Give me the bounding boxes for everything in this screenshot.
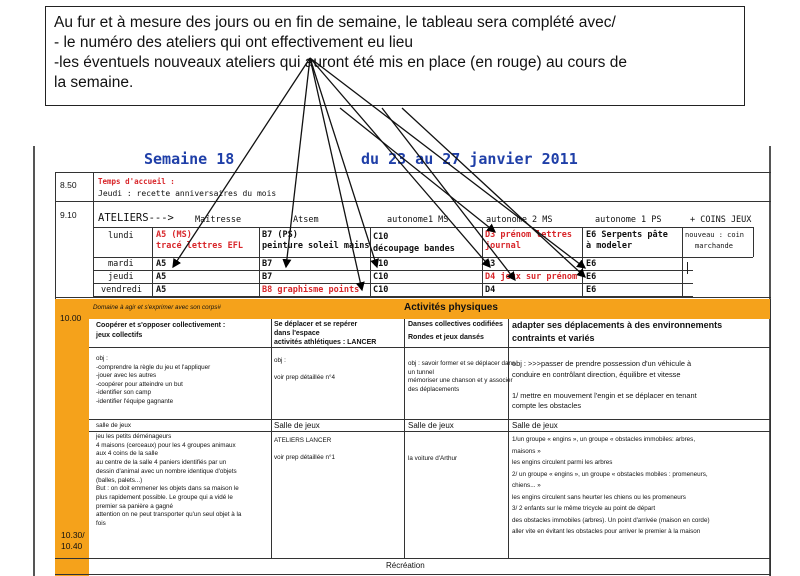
lundi-autonome1: C10 [373,232,389,242]
mardi-maitresse: A5 [156,259,167,269]
group-maitresse: Maîtresse [195,215,242,225]
mardi-autonome-ps: E6 [586,259,597,269]
vendredi-maitresse: A5 [156,285,167,295]
accueil-time: 8.50 [60,180,77,190]
weekly-planning-document [33,146,771,576]
col2-head3: activités athlétiques : LANCER [274,339,377,346]
lundi-autonome2-detail: journal [485,241,521,251]
lundi-autonome2: D3 prénom lettres [485,230,572,240]
col4-head1: adapter ses déplacements à des environnements [512,320,723,330]
group-atsem: Atsem [293,215,319,225]
physique-end-time-2: 10.40 [61,541,83,551]
jeudi-atsem: B7 [262,272,273,282]
physique-title: Activités physiques [404,302,498,313]
col3-objectives: obj : savoir former et se déplacer dans un tunnel mémoriser une chanson et y associer des déplacements [408,360,516,393]
lundi-autonome-ps-detail: à modeler [586,241,633,251]
ateliers-label: ATELIERS---> [98,212,174,224]
lundi-atsem-detail: peinture soleil mains [262,241,370,251]
lundi-autonome1-detail: découpage bandes [373,244,455,254]
instruction-callout [45,6,745,106]
group-autonome2-ms: autonome 2 MS [486,215,553,225]
col1-objectives: obj : -comprendre la règle du jeu et l'appliquer -jouer avec les autres -coopérer pour atteindre un but -identifier son camp -identifier l'équipe gagnante [96,355,211,405]
col4-objectives: obj : >>>passer de prendre possession d'un véhicule à conduire en contrôlant direction, équilibre et vitesse 1/ mettre en mouvement l'engin et se déplacer en tenant compte les obstacles [512,359,697,410]
col4-detail: 1/un groupe « engins », un groupe « obstacles immobiles: arbres, maisons » les engins circulent parmi les arbres 2/ un groupe « engins », un groupe « obstacles mobiles : promeneurs, chiens... » les engins circulent sans heurter les chiens ou les promeneurs 3/ 2 enfants sur le même tricycle au point de départ des obstacles immobiles (arbres). Un point d'arrivée (maison en corde) aller vite en évitant les obstacles pour arriver le premier à la maison [512,436,710,535]
ateliers-time: 9.10 [60,210,77,220]
accueil-title: Temps d'accueil : [98,177,175,186]
physique-domain: Domaine à agir et s'exprimer avec son corps# [93,304,221,311]
lundi-atsem: B7 (PS) [262,230,298,240]
jeudi-autonome2: D4 jeux sur prénom [485,272,578,282]
col3-detail: la voiture d'Arthur [408,455,458,462]
day-mardi: mardi [108,259,134,269]
lundi-coin: nouveau : coin [685,231,745,239]
week-title: Semaine 18 [144,150,235,168]
mardi-autonome2: D3 [485,259,496,269]
physique-end-time-1: 10.30/ [61,530,85,540]
week-dates: du 23 au 27 janvier 2011 [361,150,578,168]
col2-head1: Se déplacer et se repérer [274,321,358,328]
col4-salle: Salle de jeux [512,421,558,430]
callout-line-2: - le numéro des ateliers qui ont effectivement eu lieu [54,34,413,51]
vendredi-autonome-ps: E6 [586,285,597,295]
col2-objectives: obj : voir prep détaillée n°4 [274,357,335,382]
jeudi-autonome1: C10 [373,272,389,282]
col3-head2: Rondes et jeux dansés [408,334,484,341]
col4-head2: contraints et variés [512,333,595,343]
callout-line-3: -les éventuels nouveaux ateliers qui auront été mis en place (en rouge) au cours de [54,54,627,71]
callout-line-1: Au fur et à mesure des jours ou en fin de semaine, le tableau sera complété avec/ [54,14,616,31]
vendredi-atsem: B8 graphisme points [262,285,360,295]
group-autonome1-ms: autonome1 MS [387,215,449,225]
lundi-maitresse-detail: tracé lettres EFL [156,241,243,251]
col3-salle: Salle de jeux [408,421,454,430]
jeudi-maitresse: A5 [156,272,167,282]
col1-detail: jeu les petits déménageurs 4 maisons (cerceaux) pour les 4 groupes animaux aux 4 coins de la salle au centre de la salle 4 paniers identifiés par un dessin d'animal avec un nombre identique d'objets (balles, palets...) But : on doit emmener les objets dans sa maison le plus rapidement possible. Le groupe qui a vidé le premier sa panière a gagné attention on ne peut transporter qu'un seul objet à la fois [96,433,242,528]
accueil-text: Jeudi : recette anniversaires du mois [98,189,277,198]
day-lundi: lundi [108,231,134,241]
lundi-coin-detail: marchande [695,242,733,250]
lundi-autonome-ps: E6 Serpents pâte [586,230,668,240]
col2-head2: dans l'espace [274,330,320,337]
mardi-autonome1: C10 [373,259,389,269]
vendredi-autonome1: C10 [373,285,389,295]
group-coins-jeux: + COINS JEUX [690,215,752,225]
group-autonome1-ps: autonome 1 PS [595,215,662,225]
day-vendredi: vendredi [101,285,142,295]
col1-head2: jeux collectifs [96,332,143,339]
callout-line-4: la semaine. [54,74,134,91]
recreation-label: Récréation [386,561,425,570]
jeudi-autonome-ps: E6 [586,272,597,282]
col2-detail: ATELIERS LANCER voir prep détaillée n°1 [274,437,335,462]
mardi-atsem: B7 [262,259,273,269]
col1-head1: Coopérer et s'opposer collectivement : [96,322,226,329]
lundi-maitresse: A5 (MS) [156,230,192,240]
col1-salle: salle de jeux [96,422,132,429]
day-jeudi: jeudi [108,272,134,282]
col3-head1: Danses collectives codifiées [408,321,503,328]
vendredi-autonome2: D4 [485,285,496,295]
physique-start-time: 10.00 [60,313,82,323]
col2-salle: Salle de jeux [274,421,320,430]
